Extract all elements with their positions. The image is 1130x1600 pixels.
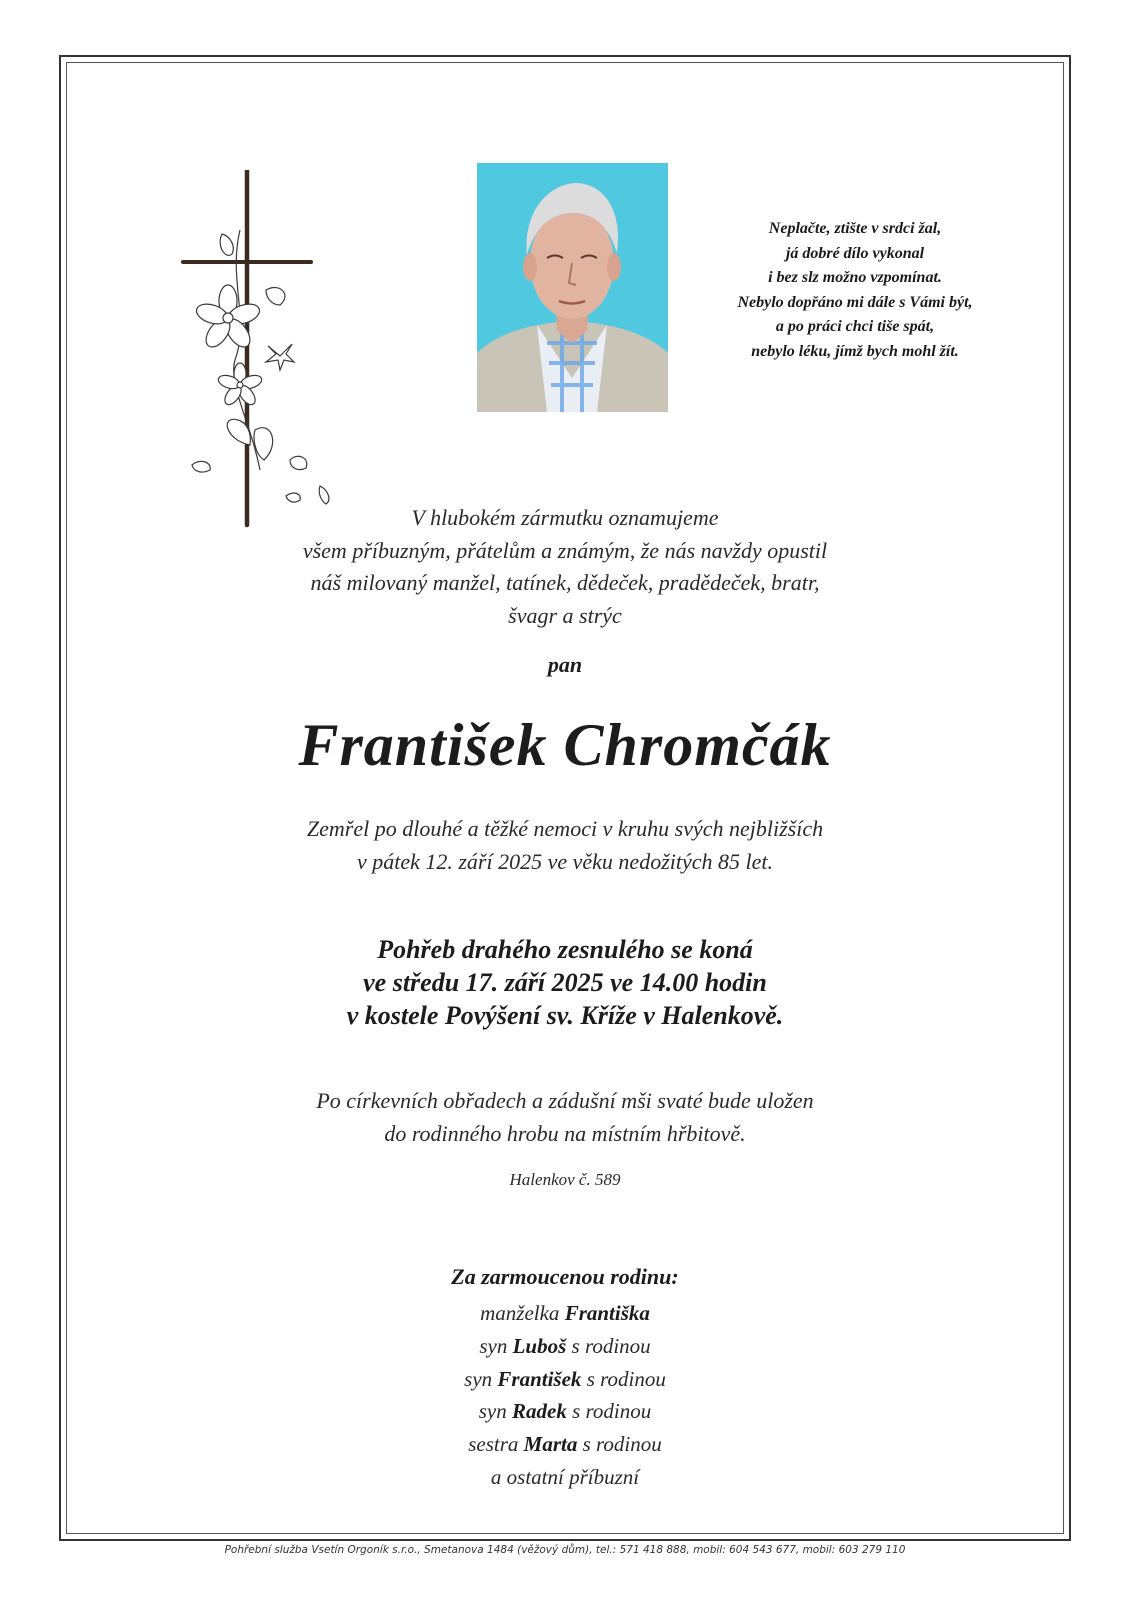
family-member: syn Luboš s rodinou	[479, 1333, 651, 1358]
poem-line: i bez slz možno vzpomínat.	[768, 269, 942, 286]
burial-details	[66, 1085, 1064, 1150]
family-member: syn František s rodinou	[464, 1366, 666, 1391]
burial-line: Po církevních obřadech a zádušní mši svaté bude uložen	[316, 1088, 814, 1113]
portrait-photo	[477, 163, 668, 412]
death-details	[66, 813, 1064, 878]
family-list	[66, 1297, 1064, 1494]
poem-line: já dobré dílo vykonal	[785, 244, 925, 262]
family-member: sestra Marta s rodinou	[468, 1432, 662, 1457]
intro-line: všem příbuzným, přátelům a známým, že nás navždy opustil	[302, 537, 828, 563]
funeral-line: v kostele Povýšení sv. Kříže v Halenkově.	[346, 1001, 784, 1030]
intro-line: náš milovaný manžel, tatínek, dědeček, pradědeček, bratr,	[310, 570, 820, 595]
funeral-line: Pohřeb drahého zesnulého se koná	[377, 935, 753, 964]
footer-contact: Pohřební služba Vsetín Orgoník s.r.o., Smetanova 1484 (věžový dům), tel.: 571 418 888, mobil: 604 543 677, mobil: 603 279 110	[224, 1544, 906, 1556]
cross-with-lily-icon	[180, 170, 340, 535]
honorific: pan	[547, 652, 583, 677]
family-member: syn Radek s rodinou	[478, 1399, 652, 1424]
address: Halenkov č. 589	[509, 1170, 621, 1189]
funeral-details	[66, 933, 1064, 1032]
intro-line: V hlubokém zármutku oznamujeme	[411, 505, 719, 530]
funeral-line: ve středu 17. září 2025 ve 14.00 hodin	[363, 968, 767, 997]
poem	[700, 217, 1010, 364]
family-title: Za zarmoucenou rodinu:	[451, 1264, 679, 1289]
death-line: Zemřel po dlouhé a těžké nemoci v kruhu svých nejbližších	[306, 816, 824, 841]
poem-line: Neplačte, ztište v srdci žal,	[768, 220, 942, 237]
poem-line: nebylo léku, jímž bych mohl žít.	[751, 342, 959, 360]
deceased-name: František Chromčák	[298, 712, 832, 778]
burial-line: do rodinného hrobu na místním hřbitově.	[384, 1120, 746, 1146]
intro-line: švagr a strýc	[508, 602, 622, 628]
announcement-intro	[66, 502, 1064, 632]
death-line: v pátek 12. září 2025 ve věku nedožitých 85 let.	[356, 848, 774, 874]
family-member: manželka Františka	[480, 1301, 650, 1325]
portrait-illustration	[477, 163, 668, 412]
poem-line: Nebylo dopřáno mi dále s Vámi být,	[737, 293, 973, 311]
poem-line: a po práci chci tiše spát,	[775, 318, 935, 335]
family-member: a ostatní příbuzní	[490, 1464, 640, 1489]
